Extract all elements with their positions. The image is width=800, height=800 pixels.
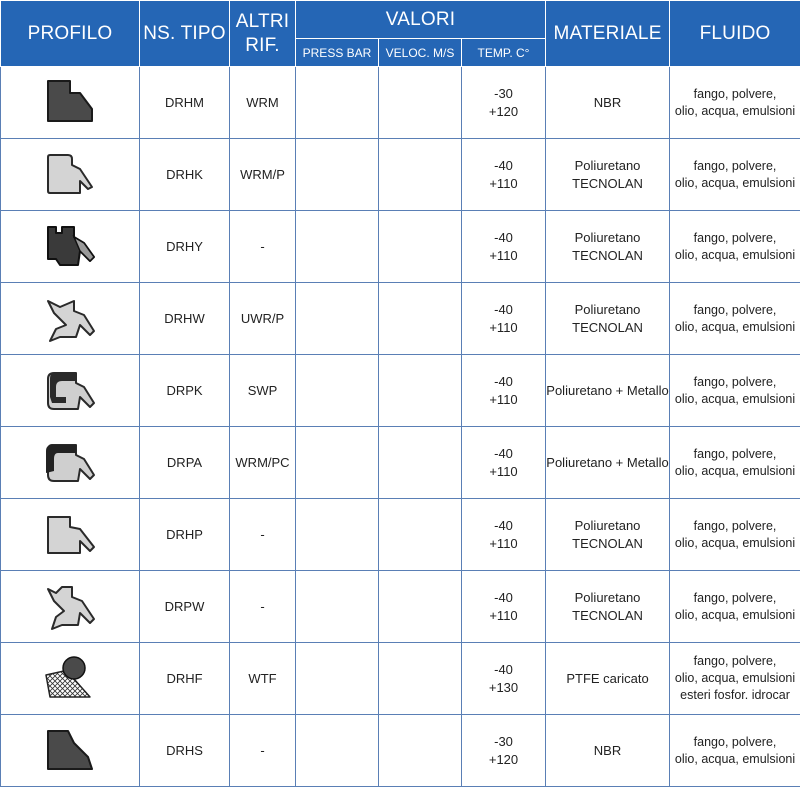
temp-min: -40 (494, 373, 513, 389)
table-row (1, 427, 800, 499)
temp-min: -40 (494, 589, 513, 605)
materiale-line-2: TECNOLAN (572, 247, 643, 263)
temp-min: -40 (494, 157, 513, 173)
tipo-cell: DRHM (140, 67, 230, 139)
tipo-cell: DRHP (140, 499, 230, 571)
altri-cell: - (230, 499, 296, 571)
materiale-line-1: NBR (593, 742, 622, 758)
veloc-cell (379, 643, 462, 715)
materiale-line-1: Poliuretano + Metallo (546, 382, 669, 398)
tipo-cell: DRHW (140, 283, 230, 355)
press-cell (296, 643, 379, 715)
veloc-cell (379, 355, 462, 427)
temp-min: -30 (494, 733, 513, 749)
fluido-line-2: olio, acqua, emulsioni (674, 247, 796, 262)
profile-cell (1, 67, 140, 139)
profile-drpw-icon (40, 579, 100, 635)
fluido-cell (670, 427, 800, 499)
fluido-line-2: olio, acqua, emulsioni (674, 463, 796, 478)
materiale-line-1: Poliuretano (574, 157, 641, 173)
fluido-line-1: fango, polvere, (693, 86, 777, 101)
fluido-line-1: fango, polvere, (693, 374, 777, 389)
temp-min: -30 (494, 85, 513, 101)
materiale-line-1: Poliuretano (574, 301, 641, 317)
header-valori: VALORI (296, 1, 546, 39)
fluido-cell (670, 571, 800, 643)
fluido-line-2: olio, acqua, emulsioni (674, 103, 796, 118)
temp-cell (462, 499, 546, 571)
temp-cell (462, 643, 546, 715)
altri-cell: WRM/PC (230, 427, 296, 499)
press-cell (296, 67, 379, 139)
materiale-cell (546, 715, 670, 787)
press-cell (296, 499, 379, 571)
profile-drhk-icon (40, 147, 100, 203)
fluido-line-2: olio, acqua, emulsioni (674, 671, 796, 685)
profile-cell (1, 715, 140, 787)
materiale-line-2: TECNOLAN (572, 607, 643, 623)
fluido-cell (670, 643, 800, 715)
header-altri-rif (230, 1, 296, 67)
fluido-cell (670, 499, 800, 571)
altri-cell: SWP (230, 355, 296, 427)
materiale-cell (546, 283, 670, 355)
temp-max: +120 (488, 751, 519, 767)
fluido-cell (670, 715, 800, 787)
temp-cell (462, 427, 546, 499)
header-press-bar: PRESS BAR (296, 39, 379, 67)
fluido-line-1: fango, polvere, (693, 518, 777, 533)
table-row (1, 283, 800, 355)
fluido-line-2: olio, acqua, emulsioni (674, 751, 796, 766)
profile-drhw-icon (40, 291, 100, 347)
fluido-cell (670, 67, 800, 139)
fluido-line-2: olio, acqua, emulsioni (674, 175, 796, 190)
temp-max: +110 (489, 607, 518, 623)
temp-max: +120 (488, 103, 519, 119)
fluido-cell (670, 355, 800, 427)
profile-drhy-icon (40, 219, 100, 275)
press-cell (296, 283, 379, 355)
table-row (1, 355, 800, 427)
header-fluido: FLUIDO (670, 1, 800, 67)
profile-cell (1, 643, 140, 715)
altri-cell: - (230, 211, 296, 283)
altri-cell: WRM (230, 67, 296, 139)
fluido-line-2: olio, acqua, emulsioni (674, 319, 796, 334)
table-row (1, 139, 800, 211)
profile-cell (1, 427, 140, 499)
veloc-cell (379, 283, 462, 355)
materiale-line-1: Poliuretano + Metallo (546, 454, 669, 470)
table-row (1, 571, 800, 643)
fluido-line-1: fango, polvere, (693, 158, 777, 173)
profile-cell (1, 499, 140, 571)
materiale-cell (546, 643, 670, 715)
header-temp: TEMP. C° (462, 39, 546, 67)
profile-drhf-icon (40, 651, 100, 707)
altri-cell: - (230, 715, 296, 787)
tipo-cell: DRHY (140, 211, 230, 283)
veloc-cell (379, 715, 462, 787)
veloc-cell (379, 571, 462, 643)
temp-max: +130 (488, 679, 519, 695)
altri-cell: UWR/P (230, 283, 296, 355)
tipo-cell: DRHS (140, 715, 230, 787)
temp-max: +110 (489, 319, 518, 335)
temp-cell (462, 67, 546, 139)
fluido-line-1: fango, polvere, (693, 446, 777, 461)
table-row (1, 715, 800, 787)
profile-cell (1, 355, 140, 427)
fluido-line-1: fango, polvere, (693, 590, 777, 605)
tipo-cell: DRHF (140, 643, 230, 715)
materiale-line-1: Poliuretano (574, 517, 641, 533)
materiale-cell (546, 67, 670, 139)
fluido-line-2: olio, acqua, emulsioni (674, 391, 796, 406)
press-cell (296, 715, 379, 787)
profile-cell (1, 139, 140, 211)
press-cell (296, 355, 379, 427)
materiale-cell (546, 499, 670, 571)
header-altri-rif-text: ALTRI RIF. (235, 10, 290, 56)
temp-max: +110 (489, 247, 518, 263)
table-row (1, 499, 800, 571)
materiale-line-1: PTFE caricato (566, 670, 649, 686)
materiale-cell (546, 427, 670, 499)
header-profilo: PROFILO (1, 1, 140, 67)
temp-cell (462, 571, 546, 643)
fluido-line-2: olio, acqua, emulsioni (674, 607, 796, 622)
header-veloc: VELOC. M/S (379, 39, 462, 67)
veloc-cell (379, 499, 462, 571)
fluido-cell (670, 283, 800, 355)
profile-drhm-icon (40, 75, 100, 131)
materiale-line-1: NBR (593, 94, 622, 110)
altri-cell: WTF (230, 643, 296, 715)
temp-max: +110 (489, 463, 518, 479)
altri-cell: - (230, 571, 296, 643)
tipo-cell: DRHK (140, 139, 230, 211)
materiale-line-2: TECNOLAN (572, 535, 643, 551)
veloc-cell (379, 427, 462, 499)
profile-drpk-icon (40, 363, 100, 419)
fluido-line-3: esteri fosfor. idrocar (680, 688, 790, 702)
temp-cell (462, 211, 546, 283)
fluido-cell (670, 211, 800, 283)
profile-cell (1, 211, 140, 283)
temp-max: +110 (489, 175, 518, 191)
altri-cell: WRM/P (230, 139, 296, 211)
profile-cell (1, 571, 140, 643)
materiale-line-1: Poliuretano (574, 589, 641, 605)
header-ns-tipo: NS. TIPO (140, 1, 230, 67)
table-row (1, 67, 800, 139)
fluido-line-1: fango, polvere, (693, 734, 777, 749)
materiale-line-2: TECNOLAN (572, 319, 643, 335)
fluido-cell (670, 139, 800, 211)
temp-min: -40 (494, 229, 513, 245)
temp-min: -40 (494, 517, 513, 533)
table-row (1, 643, 800, 715)
materiale-line-2: TECNOLAN (572, 175, 643, 191)
temp-max: +110 (489, 535, 518, 551)
profile-drhs-icon (40, 723, 100, 779)
tipo-cell: DRPK (140, 355, 230, 427)
profile-drpa-icon (40, 435, 100, 491)
temp-min: -40 (494, 301, 513, 317)
press-cell (296, 211, 379, 283)
press-cell (296, 571, 379, 643)
temp-cell (462, 715, 546, 787)
veloc-cell (379, 67, 462, 139)
materiale-cell (546, 211, 670, 283)
profile-cell (1, 283, 140, 355)
materiale-cell (546, 139, 670, 211)
temp-min: -40 (494, 445, 513, 461)
table-row (1, 211, 800, 283)
tipo-cell: DRPA (140, 427, 230, 499)
profile-drhp-icon (40, 507, 100, 563)
fluido-line-1: fango, polvere, (693, 302, 777, 317)
header-materiale: MATERIALE (546, 1, 670, 67)
temp-cell (462, 355, 546, 427)
materiale-cell (546, 571, 670, 643)
press-cell (296, 139, 379, 211)
materiale-line-1: Poliuretano (574, 229, 641, 245)
temp-min: -40 (494, 661, 513, 677)
tipo-cell: DRPW (140, 571, 230, 643)
fluido-line-1: fango, polvere, (693, 654, 777, 668)
veloc-cell (379, 139, 462, 211)
fluido-line-2: olio, acqua, emulsioni (674, 535, 796, 550)
veloc-cell (379, 211, 462, 283)
temp-cell (462, 283, 546, 355)
temp-cell (462, 139, 546, 211)
temp-max: +110 (489, 391, 518, 407)
press-cell (296, 427, 379, 499)
fluido-line-1: fango, polvere, (693, 230, 777, 245)
materiale-cell (546, 355, 670, 427)
